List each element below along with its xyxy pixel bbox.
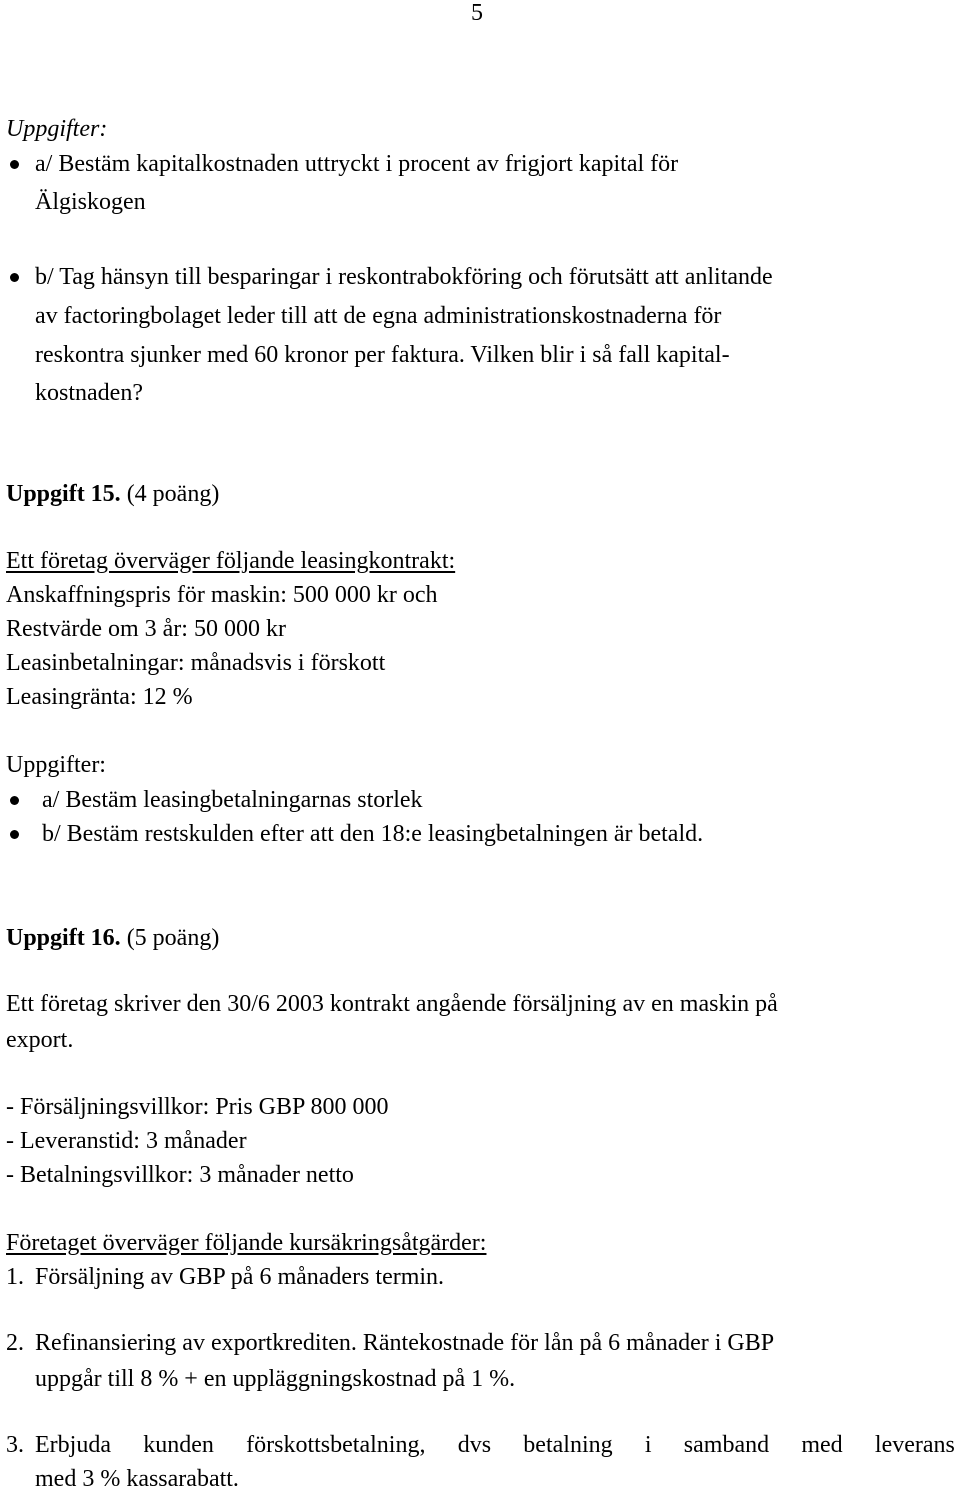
word: leverans	[874, 1432, 955, 1458]
task-points: (5 poäng)	[126, 925, 220, 951]
tasks-heading: Uppgifter:	[6, 116, 108, 142]
word: Erbjuda	[35, 1432, 111, 1458]
term-line: - Försäljningsvillkor: Pris GBP 800 000	[6, 1094, 389, 1120]
list-item-line: b/ Tag hänsyn till besparingar i reskontrabokföring och förutsätt att anlitande	[35, 264, 773, 290]
tasks-heading: Uppgifter:	[6, 752, 106, 778]
list-item-line: kostnaden?	[35, 380, 143, 406]
measure-line: Försäljning av GBP på 6 månaders termin.	[35, 1264, 445, 1290]
task-intro-line: Ett företag skriver den 30/6 2003 kontrakt angående försäljning av en maskin på	[6, 991, 778, 1017]
page-number: 5	[471, 0, 483, 26]
measure-line: uppgår till 8 % + en uppläggningskostnad på 1 %.	[35, 1366, 516, 1392]
bullet-icon	[10, 796, 19, 805]
fact-line: Anskaffningspris för maskin: 500 000 kr och	[6, 582, 438, 608]
task-title: Uppgift 15.	[6, 481, 121, 507]
list-item-line: Älgiskogen	[35, 189, 146, 215]
measure-number: 3.	[6, 1432, 24, 1458]
bullet-icon	[10, 273, 19, 282]
task-title: Uppgift 16.	[6, 925, 121, 951]
term-line: - Leveranstid: 3 månader	[6, 1128, 247, 1154]
word: betalning	[523, 1432, 613, 1458]
bullet-icon	[10, 830, 19, 839]
measure-line: Refinansiering av exportkrediten. Räntekostnade för lån på 6 månader i GBP	[35, 1330, 775, 1356]
word: med	[801, 1432, 843, 1458]
measure-line	[35, 1428, 955, 1462]
fact-line: Restvärde om 3 år: 50 000 kr	[6, 616, 286, 642]
word: dvs	[457, 1432, 492, 1458]
task-points: (4 poäng)	[126, 481, 220, 507]
fact-line: Leasingränta: 12 %	[6, 684, 193, 710]
term-line: - Betalningsvillkor: 3 månader netto	[6, 1162, 354, 1188]
task-16-heading	[6, 921, 219, 955]
list-item: b/ Bestäm restskulden efter att den 18:e leasingbetalningen är betald.	[42, 821, 704, 847]
measure-line: med 3 % kassarabatt.	[35, 1466, 239, 1492]
list-item-line: a/ Bestäm kapitalkostnaden uttryckt i procent av frigjort kapital för	[35, 151, 679, 177]
measures-heading: Företaget överväger följande kursäkringsåtgärder:	[6, 1230, 487, 1256]
word: kunden	[143, 1432, 214, 1458]
word: i	[644, 1432, 652, 1458]
justified-line	[35, 1428, 955, 1462]
task-intro-line: export.	[6, 1027, 74, 1053]
list-item: a/ Bestäm leasingbetalningarnas storlek	[42, 787, 423, 813]
task-intro: Ett företag överväger följande leasingkontrakt:	[6, 548, 456, 574]
word: samband	[683, 1432, 770, 1458]
list-item-line: reskontra sjunker med 60 kronor per faktura. Vilken blir i så fall kapital-	[35, 342, 730, 368]
measure-number: 1.	[6, 1264, 24, 1290]
list-item-line: av factoringbolaget leder till att de egna administrationskostnaderna för	[35, 303, 722, 329]
measure-number: 2.	[6, 1330, 24, 1356]
word: förskottsbetalning,	[246, 1432, 426, 1458]
fact-line: Leasinbetalningar: månadsvis i förskott	[6, 650, 386, 676]
bullet-icon	[10, 160, 19, 169]
task-15-heading	[6, 477, 219, 511]
